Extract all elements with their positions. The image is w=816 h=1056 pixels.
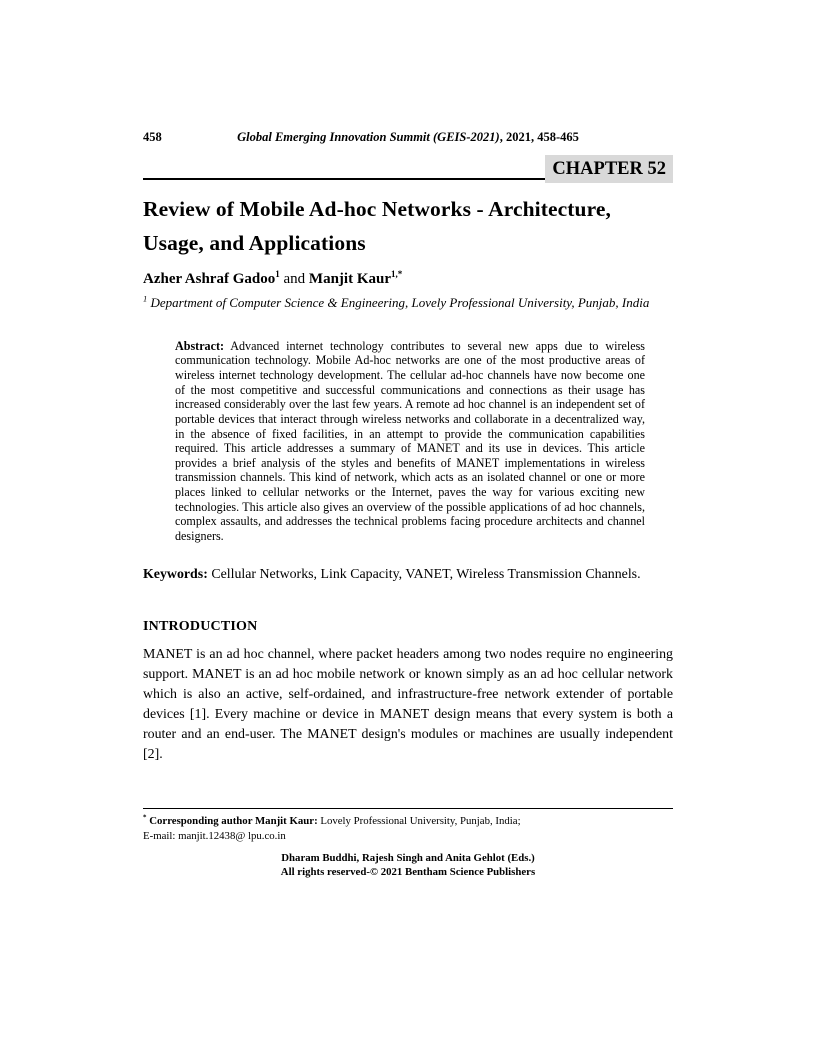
section-heading-introduction: INTRODUCTION bbox=[143, 619, 258, 635]
affiliation-line bbox=[143, 295, 673, 311]
imprint-rights: All rights reserved-© 2021 Bentham Science Publishers bbox=[280, 865, 536, 878]
corresponding-author-footnote bbox=[143, 808, 673, 844]
author-2-affiliation-marker: 1,* bbox=[390, 268, 403, 279]
text-column bbox=[143, 0, 673, 879]
chapter-rule bbox=[143, 155, 673, 180]
journal-citation-suffix: , 2021, 458-465 bbox=[499, 130, 579, 144]
footnote-label: Corresponding author Manjit Kaur: bbox=[149, 814, 318, 827]
journal-title: Global Emerging Innovation Summit (GEIS-2021) bbox=[237, 130, 500, 144]
author-1-affiliation-marker: 1 bbox=[275, 268, 280, 279]
author-1-name: Azher Ashraf Gadoo bbox=[143, 270, 276, 287]
footnote-line-1 bbox=[143, 814, 673, 829]
publisher-imprint bbox=[143, 851, 673, 879]
imprint-editors: Dharam Buddhi, Rajesh Singh and Anita Gehlot (Eds.) bbox=[281, 851, 535, 864]
authors-separator: and bbox=[279, 270, 309, 287]
abstract-text: Advanced internet technology contributes to several new apps due to wireless communication technology. Mobile Ad-hoc networks are one of the most productive areas of wireless internet technology development. The cellular ad-hoc channels have now become one of the most competitive and successful communications and connections as their usage has increased considerably over the last few years. A remote ad hoc channel is an independent set of portable devices that interact through wireless networks and collaborate in a decentralized way, in the absence of fixed facilities, in an attempt to provide the communication capabilities required. This article addresses a summary of MANET and its use in devices. This article provides a brief analysis of the styles and benefits of MANET implementations in wireless transmission channels. This kind of network, which acts as an isolated channel or one or more places linked to cellular networks or the Internet, paves the way for various exciting new technologies. This article also gives an overview of the possible applications of ad hoc channels, complex assaults, and addresses the technical problems facing procedure architects and channel designers. bbox=[175, 338, 645, 543]
author-2-name: Manjit Kaur bbox=[308, 270, 391, 287]
page-number: 458 bbox=[143, 130, 162, 144]
keywords-text: Cellular Networks, Link Capacity, VANET, Wireless Transmission Channels. bbox=[211, 566, 641, 582]
footnote-email-line: E-mail: manjit.12438@ lpu.co.in bbox=[143, 829, 286, 842]
footnote-text: Lovely Professional University, Punjab, India; bbox=[317, 814, 521, 827]
article-title: Review of Mobile Ad-hoc Networks - Architecture, Usage, and Applications bbox=[143, 197, 611, 255]
affiliation-marker: 1 bbox=[143, 293, 148, 304]
chapter-label: CHAPTER 52 bbox=[545, 155, 673, 183]
keywords-label: Keywords: bbox=[143, 566, 208, 582]
affiliation-text: Department of Computer Science & Engineering, Lovely Professional University, Punjab, India bbox=[147, 294, 650, 310]
keywords-paragraph bbox=[143, 565, 673, 586]
footnote-marker: * bbox=[143, 813, 147, 822]
running-head bbox=[143, 130, 673, 145]
abstract-label: Abstract: bbox=[175, 338, 225, 353]
abstract-paragraph bbox=[175, 339, 645, 544]
running-header bbox=[143, 130, 673, 146]
authors-line bbox=[143, 268, 673, 288]
section-body-introduction: MANET is an ad hoc channel, where packet headers among two nodes require no engineering support. MANET is an ad hoc mobile network or known simply as an ad hoc cellular network which is also an active, self-ordained, and infrastructure-free network extender of portable devices [1]. Every machine or device in MANET design means that every system is both a router and an end-user. The MANET design's modules or machines are usually independent [2]. bbox=[143, 647, 673, 762]
